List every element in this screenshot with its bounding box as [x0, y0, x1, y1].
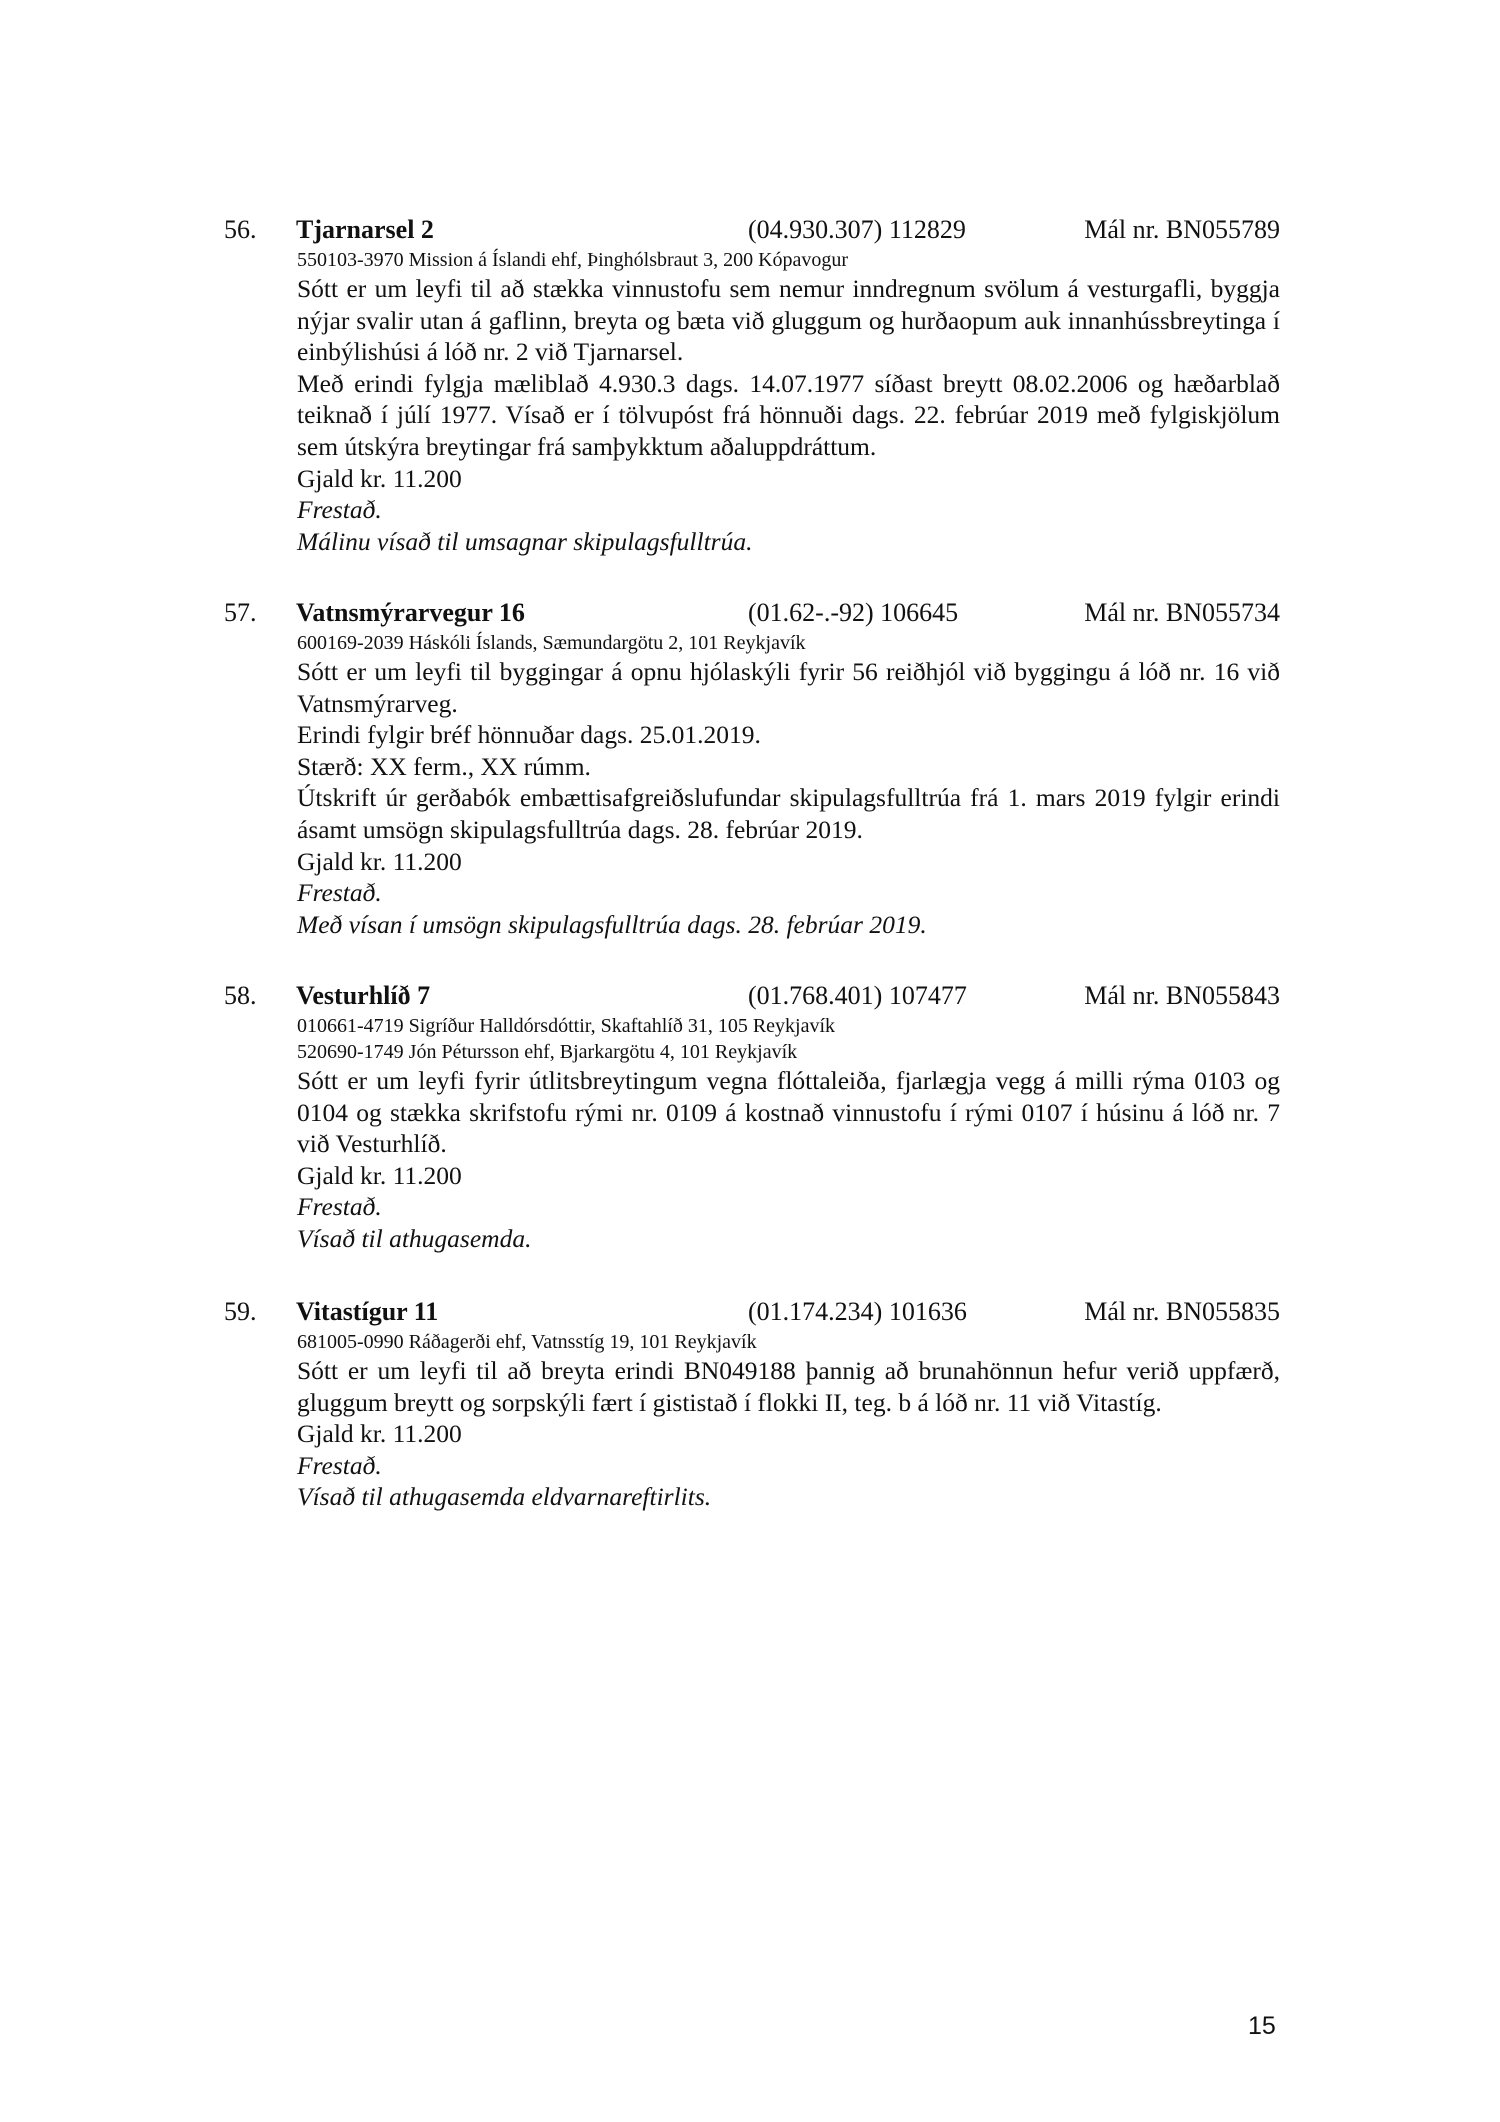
case-id: Mál nr. BN055734 [1084, 598, 1280, 627]
case-body [297, 247, 1280, 557]
case-address: Vitastígur 11 [296, 1297, 439, 1326]
case-header [224, 1295, 1280, 1329]
case-description: Sótt er um leyfi fyrir útlitsbreytingum vegna flóttaleiða, fjarlægja vegg á milli rýma 0103 og 0104 og stækka skrifstofu rými nr. 0109 á kostnað vinnustofu í rými 0107 í húsinu á lóð nr. 7 við Vesturhlíð. [297, 1066, 1280, 1159]
case-id: Mál nr. BN055835 [1084, 1297, 1280, 1326]
case-header [224, 213, 1280, 247]
applicant: 550103-3970 Mission á Íslandi ehf, Þinghólsbraut 3, 200 Kópavogur [297, 249, 849, 271]
case-status: Frestað. [297, 495, 382, 525]
case-decision: Vísað til athugasemda eldvarnareftirlits. [297, 1482, 712, 1512]
case-59 [224, 1295, 1280, 1513]
case-note: Erindi fylgir bréf hönnuðar dags. 25.01.2019. [297, 720, 761, 750]
case-description: Sótt er um leyfi til að stækka vinnustofu sem nemur inndregnum svölum á vesturgafli, byggja nýjar svalir utan á gaflinn, breyta og bæta við gluggum og hurðaopum auk innanhússbreytinga í einbýlishúsi á lóð nr. 2 við Tjarnarsel. [297, 274, 1280, 367]
applicant: 600169-2039 Háskóli Íslands, Sæmundargötu 2, 101 Reykjavík [297, 632, 806, 654]
case-note: Með erindi fylgja mæliblað 4.930.3 dags. 14.07.1977 síðast breytt 08.02.2006 og hæðarblað teiknað í júlí 1977. Vísað er í tölvupóst frá hönnuði dags. 22. febrúar 2019 með fylgiskjölum sem útskýra breytingar frá samþykktum aðaluppdráttum. [297, 368, 1280, 461]
case-57 [224, 596, 1280, 940]
case-status: Frestað. [297, 1192, 382, 1222]
case-56 [224, 213, 1280, 557]
case-decision: Málinu vísað til umsagnar skipulagsfulltrúa. [297, 526, 753, 556]
case-number: 56. [224, 215, 257, 244]
case-header [224, 979, 1280, 1013]
applicant: 520690-1749 Jón Pétursson ehf, Bjarkargötu 4, 101 Reykjavík [297, 1041, 798, 1063]
case-address: Vesturhlíð 7 [296, 981, 431, 1010]
case-fee: Gjald kr. 11.200 [297, 1160, 462, 1190]
applicant: 010661-4719 Sigríður Halldórsdóttir, Skaftahlíð 31, 105 Reykjavík [297, 1015, 836, 1037]
case-reference: (01.62-.-92) 106645 [748, 598, 959, 627]
case-id: Mál nr. BN055843 [1084, 981, 1280, 1010]
case-reference: (04.930.307) 112829 [748, 215, 966, 244]
case-body [297, 1013, 1280, 1255]
case-note: Stærð: XX ferm., XX rúmm. [297, 751, 591, 781]
case-reference: (01.768.401) 107477 [748, 981, 967, 1010]
case-header [224, 596, 1280, 630]
case-description: Sótt er um leyfi til byggingar á opnu hjólaskýli fyrir 56 reiðhjól við byggingu á lóð nr. 16 við Vatnsmýrarveg. [297, 657, 1280, 718]
case-fee: Gjald kr. 11.200 [297, 1419, 462, 1449]
case-reference: (01.174.234) 101636 [748, 1297, 967, 1326]
case-decision: Með vísan í umsögn skipulagsfulltrúa dags. 28. febrúar 2019. [297, 909, 927, 939]
case-58 [224, 979, 1280, 1255]
case-address: Vatnsmýrarvegur 16 [296, 598, 525, 627]
case-fee: Gjald kr. 11.200 [297, 846, 462, 876]
case-body [297, 1329, 1280, 1513]
case-status: Frestað. [297, 878, 382, 908]
case-number: 58. [224, 981, 257, 1010]
case-decision: Vísað til athugasemda. [297, 1223, 532, 1253]
applicant: 681005-0990 Ráðagerði ehf, Vatnsstíg 19, 101 Reykjavík [297, 1331, 757, 1353]
case-description: Sótt er um leyfi til að breyta erindi BN049188 þannig að brunahönnun hefur verið uppfærð, gluggum breytt og sorpskýli fært í gististað í flokki II, teg. b á lóð nr. 11 við Vitastíg. [297, 1356, 1280, 1417]
page-number: 15 [1248, 2012, 1276, 2040]
case-number: 59. [224, 1297, 257, 1326]
case-status: Frestað. [297, 1450, 382, 1480]
case-number: 57. [224, 598, 257, 627]
case-id: Mál nr. BN055789 [1084, 215, 1280, 244]
case-address: Tjarnarsel 2 [296, 215, 434, 244]
case-body [297, 630, 1280, 940]
case-fee: Gjald kr. 11.200 [297, 463, 462, 493]
case-note: Útskrift úr gerðabók embættisafgreiðslufundar skipulagsfulltrúa frá 1. mars 2019 fylgir erindi ásamt umsögn skipulagsfulltrúa dags. 28. febrúar 2019. [297, 783, 1280, 844]
